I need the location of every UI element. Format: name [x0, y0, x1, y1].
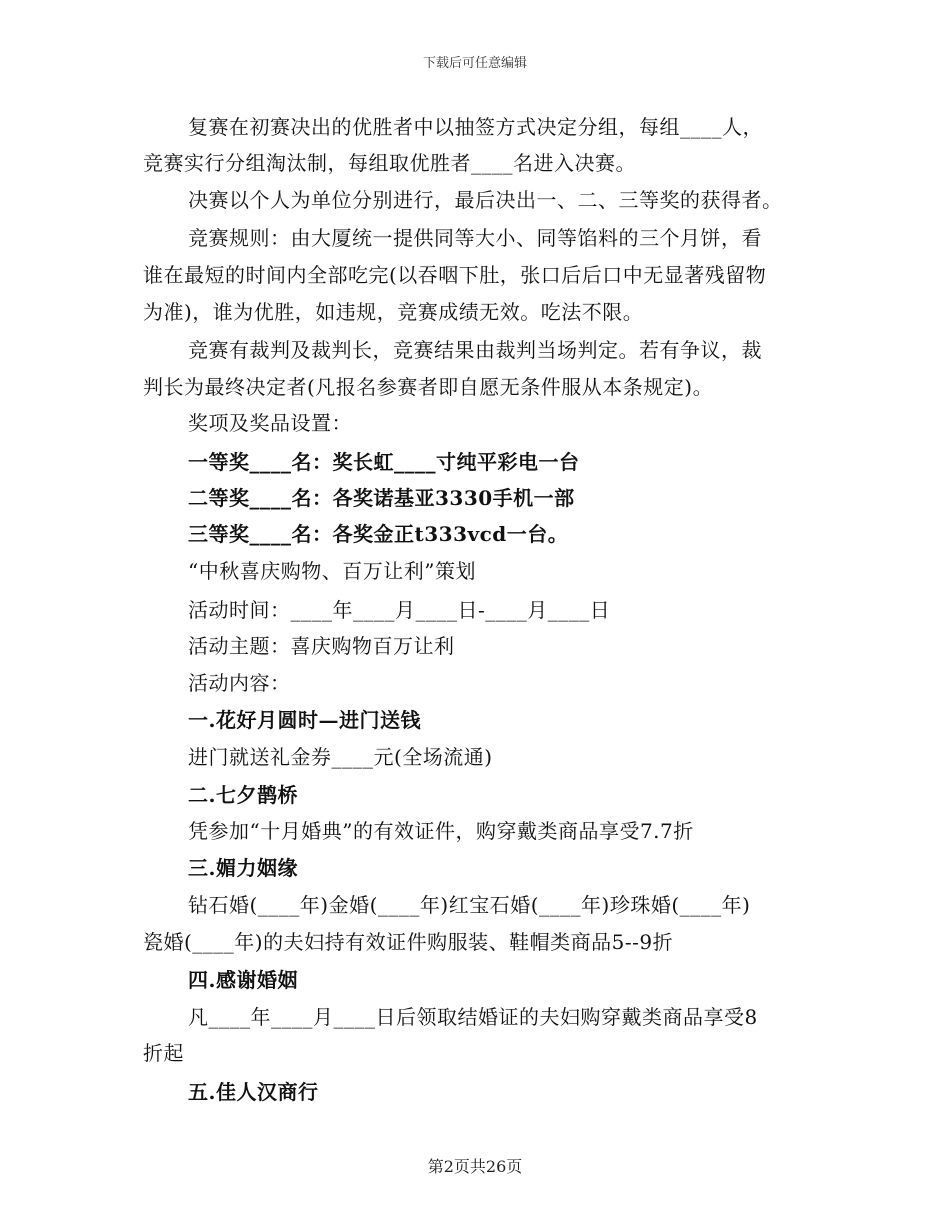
paragraph-line: “中秋喜庆购物、百万让利”策划	[188, 559, 476, 583]
section-heading: 三.媚力姻缘	[188, 856, 298, 880]
paragraph-line: 活动内容：	[188, 671, 291, 695]
section-heading: 二.七夕鹊桥	[188, 783, 298, 807]
page-header: 下载后可任意编辑	[422, 56, 527, 71]
paragraph-line: 钻石婚(____年)金婚(____年)红宝石婚(____年)珍珠婚(____年)	[188, 893, 751, 917]
prize-line: 二等奖____名：各奖诺基亚3330手机一部	[188, 486, 575, 510]
paragraph-line: 奖项及奖品设置：	[188, 411, 352, 435]
paragraph-line: 决赛以个人为单位分别进行，最后决出一、二、三等奖的获得者。	[188, 188, 783, 212]
section-heading: 五.佳人汉商行	[188, 1080, 319, 1104]
paragraph-line: 折起	[143, 1041, 184, 1065]
paragraph-line: 瓷婚(____年)的夫妇持有效证件购服装、鞋帽类商品5--9折	[143, 930, 674, 954]
paragraph-line: 谁在最短的时间内全部吃完(以吞咽下肚，张口后后口中无显著残留物	[143, 263, 767, 287]
paragraph-line: 进门就送礼金券____元(全场流通)	[188, 745, 493, 769]
section-heading: 一.花好月圆时—进门送钱	[188, 708, 421, 732]
prize-line: 三等奖____名：各奖金正t333vcd一台。	[188, 522, 569, 546]
paragraph-line: 判长为最终决定者(凡报名参赛者即自愿无条件服从本条规定)。	[143, 375, 714, 399]
page-footer: 第2页共26页	[427, 1157, 523, 1176]
paragraph-line: 竞赛有裁判及裁判长，竞赛结果由裁判当场判定。若有争议，裁	[188, 338, 762, 362]
paragraph-line: 竞赛实行分组淘汰制，每组取优胜者____名进入决赛。	[143, 151, 636, 175]
section-heading: 四.感谢婚姻	[188, 968, 298, 992]
paragraph-line: 活动时间：____年____月____日-____月____日	[188, 598, 611, 622]
paragraph-line: 凡____年____月____日后领取结婚证的夫妇购穿戴类商品享受8	[188, 1005, 758, 1029]
prize-line: 一等奖____名：奖长虹____寸纯平彩电一台	[188, 450, 580, 474]
paragraph-line: 凭参加“十月婚典”的有效证件，购穿戴类商品享受7.7折	[188, 819, 694, 843]
paragraph-line: 为准)，谁为优胜，如违规，竞赛成绩无效。吃法不限。	[143, 300, 644, 324]
paragraph-line: 复赛在初赛决出的优胜者中以抽签方式决定分组，每组____人，	[188, 115, 763, 139]
paragraph-line: 竞赛规则：由大厦统一提供同等大小、同等馅料的三个月饼，看	[188, 226, 762, 250]
paragraph-line: 活动主题：喜庆购物百万让利	[188, 634, 455, 658]
